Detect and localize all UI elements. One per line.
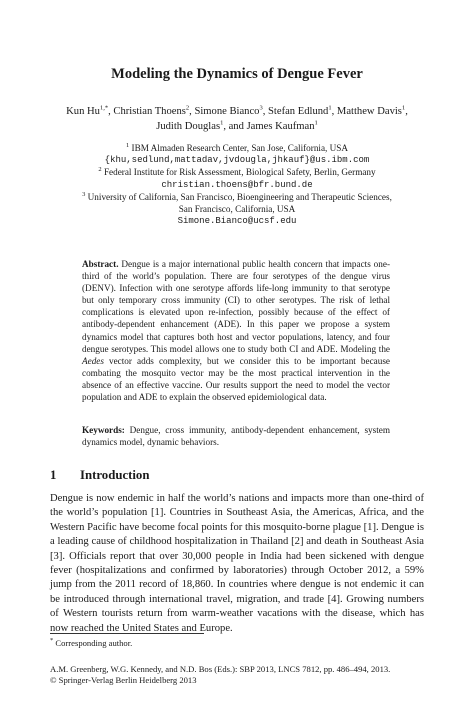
citation-line-1: A.M. Greenberg, W.G. Kennedy, and N.D. Bos (Eds.): SBP 2013, LNCS 7812, pp. 486–494, 2013. bbox=[50, 664, 391, 674]
keywords-label: Keywords: bbox=[82, 425, 125, 435]
author-name: Judith Douglas bbox=[156, 121, 221, 132]
section-heading bbox=[50, 468, 149, 483]
abstract-italic-term: Aedes bbox=[82, 355, 104, 366]
author-affil-mark: 1 bbox=[220, 119, 224, 127]
keywords bbox=[82, 424, 390, 448]
section-number: 1 bbox=[50, 468, 57, 482]
author-line-2: Judith Douglas$^1$, and James Kaufman$^1$ bbox=[156, 119, 318, 132]
author-line-1: Kun $Hu^{1,*}$, Christian Thoens$^2$, Simone Bianco$^3$, Stefan Edlund$^1$, Matthew Davis$^1$, bbox=[66, 104, 408, 117]
paper-title: Modeling the Dynamics of Dengue Fever bbox=[111, 66, 363, 82]
section-title: Introduction bbox=[80, 468, 150, 482]
author-name: Christian Thoens bbox=[113, 106, 186, 117]
author-list bbox=[40, 104, 434, 134]
author-affil-mark: 1 bbox=[328, 104, 332, 112]
author-affil-mark: 3 bbox=[259, 104, 263, 112]
footnote bbox=[50, 638, 132, 649]
keywords-text: Dengue, cross immunity, antibody-dependent enhancement, system dynamics model, dynamic behaviors. bbox=[82, 425, 390, 448]
affiliation-2: $^2$ Federal Institute for Risk Assessment, Biological Safety, Berlin, Germany bbox=[98, 166, 376, 178]
footnote-mark: * bbox=[50, 637, 54, 645]
affiliation-1: $^1$ IBM Almaden Research Center, San Jose, California, USA bbox=[125, 141, 349, 153]
abstract-text-2: vector adds complexity, but we consider this to be important because combating the mosquito vector may be the most practical intervention in the absence of an effective vaccine. Our results support the need to model the vector population and ADE to explain the observed epidemiological data. bbox=[82, 355, 390, 403]
footnote-rule bbox=[50, 633, 204, 634]
abstract bbox=[82, 258, 390, 403]
abstract-label: Abstract. bbox=[82, 259, 119, 269]
author-name: James Kaufman bbox=[246, 121, 315, 132]
citation-line-2: © Springer-Verlag Berlin Heidelberg 2013 bbox=[50, 675, 197, 686]
author-name: Simone Bianco bbox=[194, 106, 260, 117]
author-affil-mark: 1 bbox=[314, 119, 318, 127]
intro-paragraph: Dengue is now endemic in half the world’s nations and impacts more than one-third of the world’s population [1]. Countries in Southeast Asia, the Americas, Africa, and the Western Pacific have become focal points for this mosquito-borne plague [1]. Dengue is a leading cause of childhood hospitalization in Thailand [2] and death in Southeast Asia [3]. Officials report that over 30,000 people in India had been sickened with dengue fever (hospitalizations and confirmed by laboratories) through October 2012, a 59% jump from the 2011 record of 18,860. In countries where dengue is not endemic it can be introduced through international travel, migration, and trade [4]. Growing numbers of Western tourists return from warm-weather vacations with the disease, which has now reached the United States and Europe. bbox=[50, 493, 424, 634]
author-affil-mark: 1,* bbox=[99, 104, 109, 112]
author-name: Kun Hu bbox=[66, 106, 100, 117]
affiliation-3-location: San Francisco, California, USA bbox=[178, 204, 296, 215]
abstract-text-1: Dengue is a major international public health concern that impacts one-third of the world’s population. There are four serotypes of the dengue virus (DENV). Infection with one serotype affords life-long immunity to that serotype but only temporary cross immunity (CI) to other serotypes. The risk of lethal complications is elevated upon re-infection, possibly because of the effect of antibody-dependent enhancement (ADE). In this paper we propose a system dynamics model that captures both host and vector populations, latency, and four dengue serotypes. This model allows one to study both CI and ADE. Modeling the bbox=[82, 259, 391, 354]
author-affil-mark: 2 bbox=[185, 104, 190, 112]
affiliation-2-email[interactable]: christian.thoens@bfr.bund.de bbox=[161, 179, 313, 190]
affiliation-list bbox=[20, 142, 454, 227]
affiliation-3-email[interactable]: Simone.Bianco@ucsf.edu bbox=[177, 216, 297, 227]
author-name: Stefan Edlund bbox=[268, 106, 329, 117]
author-affil-mark: 1 bbox=[401, 104, 406, 112]
footnote-text: Corresponding author. bbox=[55, 638, 133, 648]
author-conjunction: and bbox=[228, 121, 244, 132]
affiliation-1-email[interactable]: {khu,sedlund,mattadav,jvdougla,jhkauf}@us.ibm.com bbox=[104, 155, 370, 166]
citation-block bbox=[50, 664, 430, 687]
author-name: Matthew Davis bbox=[336, 106, 402, 117]
affiliation-3: $^3$ University of California, San Francisco, Bioengineering and Therapeutic Sciences, bbox=[82, 190, 392, 202]
